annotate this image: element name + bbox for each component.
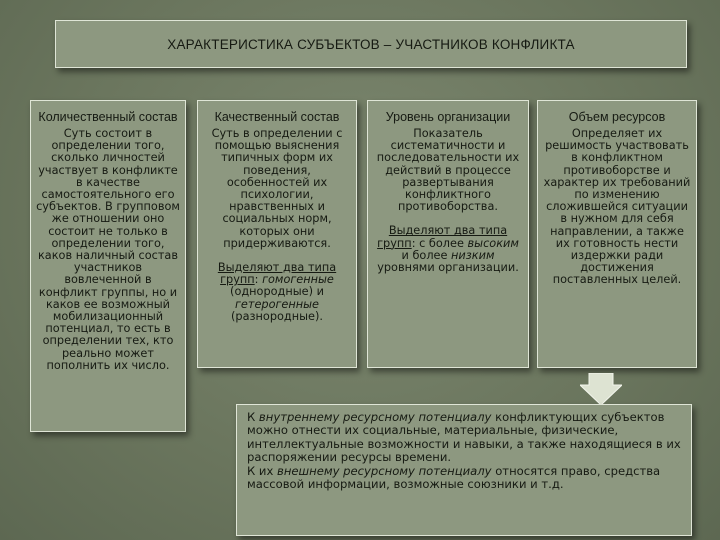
p2-pre: К их: [247, 463, 274, 478]
down-arrow-icon: [580, 373, 622, 405]
groups-block: Выделяют два типа групп: гомогенные (однородные) и гетерогенные (разнородные).: [217, 261, 337, 323]
group-2: гетерогенные: [234, 297, 320, 311]
external-potential-paragraph: [247, 465, 681, 492]
column-resources: [537, 100, 697, 368]
column-heading: Уровень организации: [385, 110, 511, 124]
group-2-post: уровнями организации.: [377, 261, 519, 275]
group-1: гомогенные: [262, 273, 334, 287]
group-1-post: и: [401, 248, 409, 262]
column-heading: Качественный состав: [214, 110, 340, 124]
resource-potential-box: [236, 404, 692, 536]
column-organization: [367, 100, 529, 368]
group-1: высоким: [467, 236, 519, 250]
column-text: Показатель систематичности и последовательности их действий в процессе развертывания конфликтного противоборства.: [376, 127, 520, 214]
p1-post: конфликтующих субъектов можно отнести их социальные, материальные, физические, интеллектуальные возможности и навыки, а также находящиеся в их распоряжении ресурсы времени.: [247, 410, 681, 465]
column-heading: Объем ресурсов: [568, 110, 666, 124]
group-1-note: (однородные) и: [230, 285, 324, 299]
internal-potential-paragraph: [247, 411, 681, 465]
internal-potential-term: внутреннему ресурсному потенциалу: [258, 410, 492, 424]
column-heading: Количественный состав: [38, 110, 178, 124]
column-text: Суть в определении с помощью выяснения типичных форм их поведения, особенностей их психологии, нравственных и социальных норм, которых они придерживаются.: [211, 127, 343, 250]
external-potential-term: внешнему ресурсному потенциалу: [277, 463, 492, 478]
column-text: Суть состоит в определении того, сколько личностей участвует в конфликте в качестве самостоятельного его субъектов. В групповом же отношении оно состоит не только в определении того, каков наличный состав участников вовлеченной в конфликт группы, но и каков ее возможный мобилизационный потенциал, то есть в определении тех, кто реально может пополнить их число.: [36, 127, 180, 372]
groups-block: Выделяют два типа групп: с более высоким и более низким уровнями организации.: [377, 224, 519, 275]
p2-post: относятся право, средства массовой информации, возможные союзники и т.д.: [247, 463, 661, 492]
column-text: Определяет их решимость участвовать в конфликтном противоборстве и характер их требований по изменению сложившейся ситуации в нужном для себя направлении, а также их готовность нести издержки ради достижения поставленных целей.: [543, 127, 691, 287]
p1-pre: К: [247, 410, 256, 424]
group-2-note: (разнородные).: [231, 309, 323, 323]
groups-intro: Выделяют два типа групп: [377, 224, 508, 250]
title-box: [55, 20, 687, 68]
page-title: ХАРАКТЕРИСТИКА СУБЪЕКТОВ – УЧАСТНИКОВ КОНФЛИКТА: [167, 36, 575, 52]
column-qualitative: [197, 100, 357, 368]
group-1-pre: с более: [419, 236, 464, 250]
group-2: низким: [451, 248, 495, 262]
column-quantitative: [30, 100, 186, 432]
group-2-pre: более: [412, 248, 448, 262]
groups-intro: Выделяют два типа групп: [217, 261, 337, 287]
